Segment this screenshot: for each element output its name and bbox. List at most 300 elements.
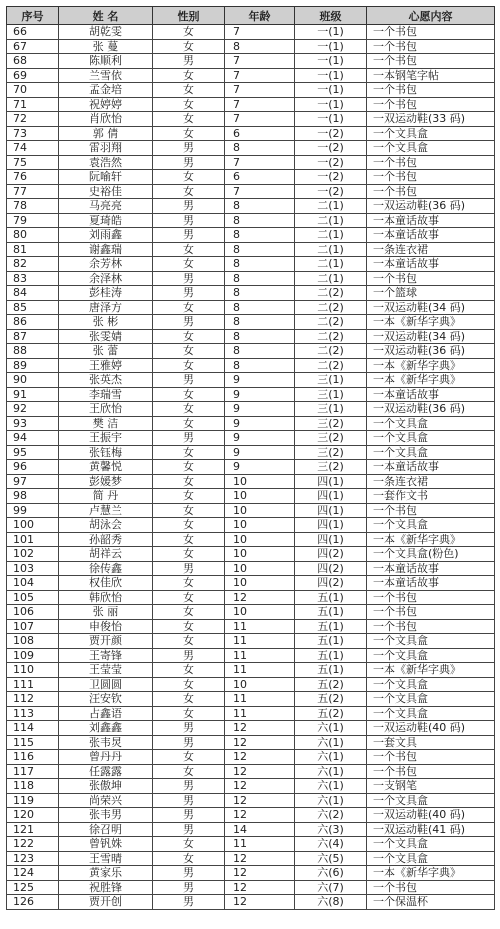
header-wish: 心愿内容: [367, 7, 495, 25]
cell-age: 7: [225, 155, 295, 170]
cell-gender: 女: [153, 358, 225, 373]
cell-wish: 一个书包: [367, 170, 495, 185]
cell-number: 66: [7, 25, 59, 40]
table-row: [7, 518, 495, 533]
cell-wish: 一个文具盒: [367, 445, 495, 460]
cell-wish: 一个文具盒: [367, 416, 495, 431]
cell-number: 79: [7, 213, 59, 228]
cell-gender: 男: [153, 779, 225, 794]
cell-name: 简 丹: [59, 489, 153, 504]
cell-class: 六(2): [295, 808, 367, 823]
table-row: [7, 605, 495, 620]
table-row: [7, 416, 495, 431]
cell-name: 张 蕾: [59, 344, 153, 359]
cell-number: 111: [7, 677, 59, 692]
cell-gender: 女: [153, 402, 225, 417]
cell-class: 二(1): [295, 213, 367, 228]
cell-number: 125: [7, 880, 59, 895]
cell-gender: 女: [153, 242, 225, 257]
cell-class: 六(1): [295, 793, 367, 808]
cell-age: 7: [225, 97, 295, 112]
cell-name: 徐召明: [59, 822, 153, 837]
cell-wish: 一个书包: [367, 54, 495, 69]
cell-gender: 女: [153, 112, 225, 127]
cell-class: 五(1): [295, 619, 367, 634]
cell-gender: 女: [153, 532, 225, 547]
cell-class: 五(1): [295, 648, 367, 663]
cell-age: 10: [225, 547, 295, 562]
cell-age: 8: [225, 242, 295, 257]
cell-class: 一(2): [295, 155, 367, 170]
cell-name: 胡祥云: [59, 547, 153, 562]
cell-gender: 男: [153, 808, 225, 823]
cell-wish: 一个书包: [367, 83, 495, 98]
table-row: [7, 706, 495, 721]
cell-gender: 男: [153, 199, 225, 214]
cell-wish: 一支钢笔: [367, 779, 495, 794]
cell-name: 袁浩然: [59, 155, 153, 170]
cell-name: 张 丽: [59, 605, 153, 620]
cell-age: 8: [225, 315, 295, 330]
cell-class: 二(2): [295, 286, 367, 301]
cell-wish: 一本童话故事: [367, 561, 495, 576]
cell-age: 12: [225, 764, 295, 779]
cell-wish: 一个书包: [367, 97, 495, 112]
cell-class: 四(2): [295, 561, 367, 576]
cell-number: 83: [7, 271, 59, 286]
cell-number: 85: [7, 300, 59, 315]
cell-class: 一(1): [295, 39, 367, 54]
cell-age: 11: [225, 663, 295, 678]
table-row: [7, 344, 495, 359]
cell-class: 四(1): [295, 489, 367, 504]
cell-wish: 一个书包: [367, 750, 495, 765]
table-row: [7, 532, 495, 547]
table-row: [7, 271, 495, 286]
cell-number: 118: [7, 779, 59, 794]
cell-class: 六(6): [295, 866, 367, 881]
cell-number: 103: [7, 561, 59, 576]
cell-age: 7: [225, 54, 295, 69]
cell-age: 10: [225, 561, 295, 576]
cell-wish: 一条连衣裙: [367, 474, 495, 489]
cell-age: 9: [225, 416, 295, 431]
cell-name: 夏琦皓: [59, 213, 153, 228]
cell-name: 贾开创: [59, 895, 153, 910]
cell-gender: 女: [153, 68, 225, 83]
cell-wish: 一个篮球: [367, 286, 495, 301]
cell-age: 10: [225, 474, 295, 489]
cell-wish: 一个书包: [367, 271, 495, 286]
cell-gender: 男: [153, 315, 225, 330]
cell-number: 102: [7, 547, 59, 562]
cell-number: 76: [7, 170, 59, 185]
cell-number: 116: [7, 750, 59, 765]
table-row: [7, 300, 495, 315]
cell-age: 12: [225, 793, 295, 808]
cell-gender: 女: [153, 39, 225, 54]
cell-gender: 男: [153, 54, 225, 69]
cell-class: 六(5): [295, 851, 367, 866]
table-row: [7, 373, 495, 388]
table-row: [7, 576, 495, 591]
table-row: [7, 387, 495, 402]
cell-gender: 男: [153, 213, 225, 228]
cell-gender: 女: [153, 300, 225, 315]
cell-gender: 女: [153, 126, 225, 141]
cell-number: 86: [7, 315, 59, 330]
cell-age: 11: [225, 648, 295, 663]
cell-age: 8: [225, 213, 295, 228]
cell-gender: 女: [153, 97, 225, 112]
table-row: [7, 54, 495, 69]
cell-class: 一(2): [295, 126, 367, 141]
cell-number: 92: [7, 402, 59, 417]
cell-name: 阮喻轩: [59, 170, 153, 185]
cell-name: 张英杰: [59, 373, 153, 388]
cell-wish: 一本钢笔字帖: [367, 68, 495, 83]
cell-gender: 女: [153, 489, 225, 504]
cell-name: 余芳林: [59, 257, 153, 272]
cell-age: 11: [225, 706, 295, 721]
cell-age: 9: [225, 387, 295, 402]
header-age: 年龄: [225, 7, 295, 25]
cell-wish: 一个文具盒: [367, 634, 495, 649]
cell-age: 11: [225, 634, 295, 649]
cell-class: 三(1): [295, 373, 367, 388]
cell-class: 二(2): [295, 358, 367, 373]
cell-number: 91: [7, 387, 59, 402]
cell-number: 110: [7, 663, 59, 678]
table-row: [7, 634, 495, 649]
cell-gender: 女: [153, 619, 225, 634]
cell-name: 刘鑫鑫: [59, 721, 153, 736]
cell-gender: 女: [153, 257, 225, 272]
cell-wish: 一个书包: [367, 880, 495, 895]
table-row: [7, 779, 495, 794]
cell-gender: 女: [153, 837, 225, 852]
table-row: [7, 866, 495, 881]
cell-class: 五(1): [295, 590, 367, 605]
cell-gender: 男: [153, 431, 225, 446]
cell-age: 10: [225, 605, 295, 620]
cell-class: 五(1): [295, 663, 367, 678]
cell-number: 108: [7, 634, 59, 649]
cell-gender: 女: [153, 663, 225, 678]
cell-name: 胡乾雯: [59, 25, 153, 40]
cell-age: 10: [225, 677, 295, 692]
cell-age: 10: [225, 489, 295, 504]
cell-wish: 一个保温杯: [367, 895, 495, 910]
cell-class: 一(2): [295, 170, 367, 185]
cell-class: 二(1): [295, 242, 367, 257]
cell-name: 张傲坤: [59, 779, 153, 794]
cell-number: 89: [7, 358, 59, 373]
table-row: [7, 39, 495, 54]
cell-number: 69: [7, 68, 59, 83]
cell-name: 权佳欣: [59, 576, 153, 591]
cell-class: 六(3): [295, 822, 367, 837]
cell-wish: 一个文具盒: [367, 692, 495, 707]
table-row: [7, 677, 495, 692]
table-row: [7, 199, 495, 214]
cell-class: 三(1): [295, 387, 367, 402]
cell-wish: 一个文具盒: [367, 431, 495, 446]
cell-number: 126: [7, 895, 59, 910]
cell-gender: 女: [153, 677, 225, 692]
cell-name: 王振宇: [59, 431, 153, 446]
cell-number: 113: [7, 706, 59, 721]
cell-class: 一(1): [295, 54, 367, 69]
cell-age: 9: [225, 402, 295, 417]
cell-number: 87: [7, 329, 59, 344]
cell-gender: 女: [153, 329, 225, 344]
cell-number: 100: [7, 518, 59, 533]
cell-gender: 男: [153, 648, 225, 663]
cell-age: 12: [225, 721, 295, 736]
cell-age: 10: [225, 503, 295, 518]
cell-number: 93: [7, 416, 59, 431]
table-row: [7, 184, 495, 199]
cell-class: 六(1): [295, 750, 367, 765]
cell-name: 黄家乐: [59, 866, 153, 881]
cell-number: 88: [7, 344, 59, 359]
cell-name: 肖欣怡: [59, 112, 153, 127]
cell-name: 祝胜锋: [59, 880, 153, 895]
table-row: [7, 764, 495, 779]
cell-number: 71: [7, 97, 59, 112]
table-row: [7, 460, 495, 475]
cell-number: 104: [7, 576, 59, 591]
cell-wish: 一个书包: [367, 155, 495, 170]
cell-class: 二(2): [295, 300, 367, 315]
table-row: [7, 735, 495, 750]
table-row: [7, 750, 495, 765]
cell-class: 六(1): [295, 721, 367, 736]
cell-age: 7: [225, 184, 295, 199]
cell-gender: 男: [153, 271, 225, 286]
cell-wish: 一个书包: [367, 590, 495, 605]
cell-name: 史裕佳: [59, 184, 153, 199]
cell-name: 汪安钦: [59, 692, 153, 707]
table-row: [7, 721, 495, 736]
cell-name: 郭 倩: [59, 126, 153, 141]
cell-name: 王寄锋: [59, 648, 153, 663]
cell-age: 7: [225, 68, 295, 83]
cell-name: 占鑫语: [59, 706, 153, 721]
cell-name: 张 彬: [59, 315, 153, 330]
cell-number: 99: [7, 503, 59, 518]
cell-class: 五(2): [295, 692, 367, 707]
cell-number: 74: [7, 141, 59, 156]
cell-class: 六(7): [295, 880, 367, 895]
cell-gender: 女: [153, 83, 225, 98]
cell-gender: 女: [153, 605, 225, 620]
cell-name: 彭媛梦: [59, 474, 153, 489]
table-row: [7, 619, 495, 634]
cell-gender: 女: [153, 576, 225, 591]
cell-name: 黄馨悦: [59, 460, 153, 475]
cell-number: 77: [7, 184, 59, 199]
cell-name: 张 蔓: [59, 39, 153, 54]
cell-name: 谢鑫瑞: [59, 242, 153, 257]
cell-number: 98: [7, 489, 59, 504]
cell-gender: 男: [153, 561, 225, 576]
wish-list-table: [6, 6, 495, 910]
cell-class: 一(1): [295, 83, 367, 98]
cell-number: 112: [7, 692, 59, 707]
cell-number: 78: [7, 199, 59, 214]
cell-class: 五(2): [295, 677, 367, 692]
cell-gender: 女: [153, 25, 225, 40]
cell-number: 114: [7, 721, 59, 736]
cell-wish: 一个文具盒: [367, 126, 495, 141]
cell-name: 唐泽方: [59, 300, 153, 315]
cell-class: 六(1): [295, 764, 367, 779]
cell-age: 7: [225, 25, 295, 40]
table-row: [7, 663, 495, 678]
cell-gender: 男: [153, 735, 225, 750]
cell-age: 12: [225, 808, 295, 823]
cell-class: 一(1): [295, 112, 367, 127]
cell-name: 尚荣兴: [59, 793, 153, 808]
cell-gender: 女: [153, 184, 225, 199]
cell-number: 96: [7, 460, 59, 475]
cell-age: 12: [225, 866, 295, 881]
cell-age: 12: [225, 750, 295, 765]
cell-wish: 一个文具盒: [367, 648, 495, 663]
cell-wish: 一本童话故事: [367, 213, 495, 228]
cell-gender: 女: [153, 445, 225, 460]
table-row: [7, 112, 495, 127]
cell-gender: 女: [153, 460, 225, 475]
cell-name: 彭桂涛: [59, 286, 153, 301]
cell-class: 二(2): [295, 329, 367, 344]
cell-wish: 一个文具盒: [367, 706, 495, 721]
cell-wish: 一本童话故事: [367, 460, 495, 475]
cell-gender: 女: [153, 387, 225, 402]
cell-age: 8: [225, 39, 295, 54]
table-row: [7, 547, 495, 562]
header-number: 序号: [7, 7, 59, 25]
cell-class: 三(2): [295, 416, 367, 431]
cell-number: 73: [7, 126, 59, 141]
cell-wish: 一双运动鞋(36 码): [367, 402, 495, 417]
cell-name: 王欣怡: [59, 402, 153, 417]
table-row: [7, 692, 495, 707]
cell-wish: 一个文具盒: [367, 518, 495, 533]
cell-gender: 男: [153, 866, 225, 881]
cell-wish: 一个文具盒: [367, 837, 495, 852]
cell-class: 二(2): [295, 344, 367, 359]
cell-age: 6: [225, 126, 295, 141]
cell-age: 12: [225, 880, 295, 895]
table-row: [7, 503, 495, 518]
cell-age: 11: [225, 692, 295, 707]
cell-age: 9: [225, 460, 295, 475]
cell-number: 95: [7, 445, 59, 460]
cell-age: 12: [225, 590, 295, 605]
cell-class: 二(1): [295, 199, 367, 214]
table-row: [7, 895, 495, 910]
table-row: [7, 242, 495, 257]
cell-class: 六(4): [295, 837, 367, 852]
cell-number: 120: [7, 808, 59, 823]
cell-gender: 女: [153, 750, 225, 765]
cell-class: 三(1): [295, 402, 367, 417]
cell-wish: 一本《新华字典》: [367, 358, 495, 373]
cell-class: 五(1): [295, 634, 367, 649]
cell-class: 四(2): [295, 547, 367, 562]
cell-gender: 女: [153, 547, 225, 562]
cell-name: 兰雪依: [59, 68, 153, 83]
table-row: [7, 590, 495, 605]
cell-number: 68: [7, 54, 59, 69]
cell-class: 四(1): [295, 518, 367, 533]
cell-number: 67: [7, 39, 59, 54]
cell-name: 曾钒姝: [59, 837, 153, 852]
cell-class: 五(1): [295, 605, 367, 620]
cell-name: 雷羽翔: [59, 141, 153, 156]
cell-age: 7: [225, 112, 295, 127]
cell-number: 70: [7, 83, 59, 98]
cell-gender: 女: [153, 692, 225, 707]
cell-age: 8: [225, 141, 295, 156]
cell-age: 8: [225, 344, 295, 359]
cell-number: 121: [7, 822, 59, 837]
cell-class: 二(1): [295, 257, 367, 272]
cell-class: 四(1): [295, 474, 367, 489]
cell-class: 三(2): [295, 445, 367, 460]
cell-age: 10: [225, 518, 295, 533]
cell-number: 117: [7, 764, 59, 779]
cell-wish: 一双运动鞋(40 码): [367, 721, 495, 736]
table-row: [7, 228, 495, 243]
cell-gender: 女: [153, 634, 225, 649]
cell-age: 11: [225, 619, 295, 634]
table-row: [7, 793, 495, 808]
table-row: [7, 474, 495, 489]
cell-age: 12: [225, 851, 295, 866]
cell-age: 8: [225, 257, 295, 272]
cell-name: 王莹莹: [59, 663, 153, 678]
cell-name: 王雅婷: [59, 358, 153, 373]
cell-class: 一(1): [295, 68, 367, 83]
cell-wish: 一双运动鞋(33 码): [367, 112, 495, 127]
cell-wish: 一个文具盒: [367, 793, 495, 808]
cell-number: 115: [7, 735, 59, 750]
cell-name: 徐传鑫: [59, 561, 153, 576]
header-class: 班级: [295, 7, 367, 25]
table-row: [7, 851, 495, 866]
cell-gender: 男: [153, 880, 225, 895]
cell-wish: 一个书包: [367, 619, 495, 634]
cell-wish: 一个书包: [367, 503, 495, 518]
cell-name: 孙韶秀: [59, 532, 153, 547]
table-body: [7, 25, 495, 910]
table-row: [7, 489, 495, 504]
cell-age: 9: [225, 373, 295, 388]
table-row: [7, 257, 495, 272]
cell-wish: 一套作文书: [367, 489, 495, 504]
cell-gender: 男: [153, 155, 225, 170]
cell-wish: 一双运动鞋(36 码): [367, 344, 495, 359]
cell-class: 四(1): [295, 532, 367, 547]
cell-class: 二(2): [295, 315, 367, 330]
cell-name: 张韦男: [59, 808, 153, 823]
cell-gender: 女: [153, 416, 225, 431]
cell-age: 8: [225, 286, 295, 301]
